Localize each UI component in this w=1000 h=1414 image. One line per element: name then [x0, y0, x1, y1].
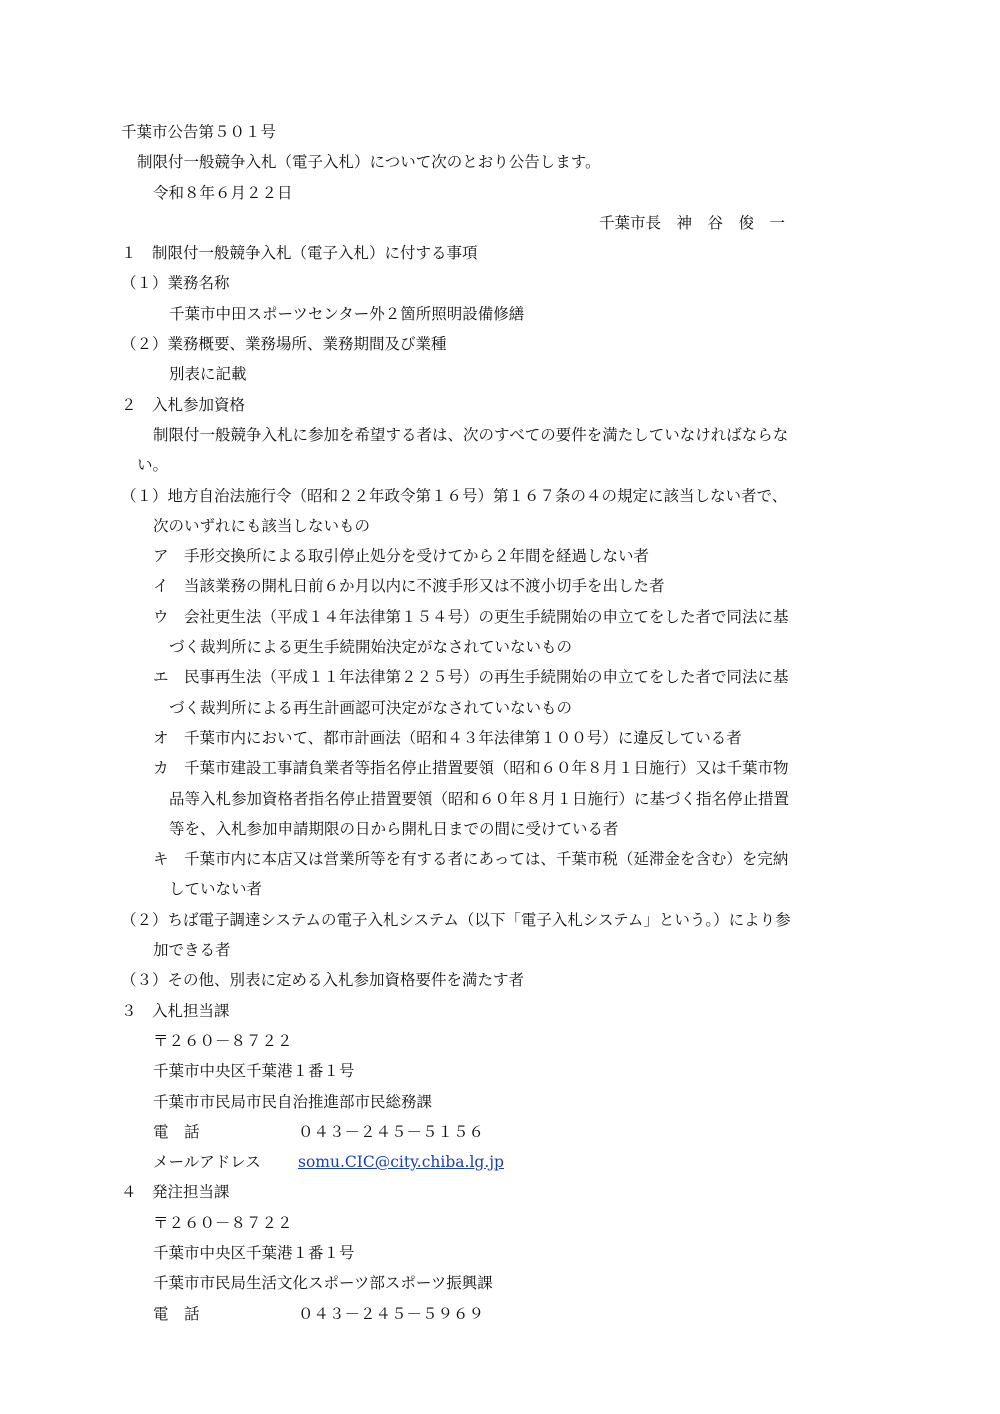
subitem-ki-line-1: キ 千葉市内に本店又は営業所等を有する者にあっては、千葉市税（延滞金を含む）を完納 — [153, 850, 789, 869]
section-4-phone-row — [121, 1299, 891, 1329]
section-3-email-link[interactable]: somu.CIC@city.chiba.lg.jp — [298, 1153, 504, 1172]
section-3-address: 千葉市中央区千葉港１番１号 — [153, 1062, 355, 1081]
section-3-phone-row — [121, 1117, 891, 1147]
notice-number: 千葉市公告第５０１号 — [121, 123, 277, 141]
section-3-department: 千葉市市民局市民自治推進部市民総務課 — [153, 1092, 433, 1111]
section-3-phone-number: ０４３－２４５－５１５６ — [298, 1122, 485, 1141]
section-4-heading: ４ 発注担当課 — [121, 1183, 230, 1202]
section-4-phone-label: 電 話 — [153, 1304, 200, 1323]
notice-body — [121, 117, 891, 1329]
subitem-ka-line-3: 等を、入札参加申請期限の日から開札日までの間に受けている者 — [169, 819, 619, 838]
condition-2-line-2: 加できる者 — [153, 941, 231, 960]
section-3-email-label: メールアドレス — [153, 1153, 261, 1172]
section-2-heading: ２ 入札参加資格 — [121, 395, 246, 414]
notice-date: 令和８年６月２２日 — [153, 183, 293, 202]
subitem-i: イ 当該業務の開札日前６か月以内に不渡手形又は不渡小切手を出した者 — [153, 577, 665, 596]
subitem-o: オ 千葉市内において、都市計画法（昭和４３年法律第１００号）に違反している者 — [153, 728, 742, 747]
section-3-phone-label: 電 話 — [153, 1122, 200, 1141]
item-2-value: 別表に記載 — [169, 365, 247, 384]
subitem-ka-line-2: 品等入札参加資格者指名停止措置要領（昭和６０年８月１日施行）に基づく指名停止措置 — [169, 789, 790, 808]
item-2-label: （２）業務概要、業務場所、業務期間及び業種 — [121, 335, 447, 354]
signatory: 千葉市長 神 谷 俊 一 — [599, 213, 786, 232]
section-3-heading: ３ 入札担当課 — [121, 1001, 230, 1020]
item-1-label: （１）業務名称 — [121, 274, 230, 293]
subitem-ki-line-2: していない者 — [169, 880, 263, 899]
item-1-value: 千葉市中田スポーツセンター外２箇所照明設備修繕 — [169, 304, 525, 323]
section-4-phone-number: ０４３－２４５－５９６９ — [298, 1304, 485, 1323]
subitem-u-line-1: ウ 会社更生法（平成１４年法律第１５４号）の更生手続開始の申立てをした者で同法に基 — [153, 607, 789, 626]
subitem-e-line-1: エ 民事再生法（平成１１年法律第２２５号）の再生手続開始の申立てをした者で同法に基 — [153, 668, 789, 687]
section-1-heading: １ 制限付一般競争入札（電子入札）に付する事項 — [121, 244, 478, 263]
section-4-address: 千葉市中央区千葉港１番１号 — [153, 1243, 355, 1262]
section-2-intro-line-2: い。 — [137, 456, 169, 475]
subitem-ka-line-1: カ 千葉市建設工事請負業者等指名停止措置要領（昭和６０年８月１日施行）又は千葉市物 — [153, 759, 789, 778]
section-2-intro-line-1: 制限付一般競争入札に参加を希望する者は、次のすべての要件を満たしていなければならな — [153, 425, 789, 444]
notice-intro: 制限付一般競争入札（電子入札）について次のとおり公告します。 — [137, 153, 601, 172]
subitem-e-line-2: づく裁判所による再生計画認可決定がなされていないもの — [169, 698, 573, 717]
condition-2-line-1: （２）ちば電子調達システムの電子入札システム（以下「電子入札システム」という。）により参 — [121, 910, 791, 929]
condition-1-line-2: 次のいずれにも該当しないもの — [153, 516, 371, 535]
condition-1-line-1: （１）地方自治法施行令（昭和２２年政令第１６号）第１６７条の４の規定に該当しない者で、 — [121, 486, 788, 505]
section-3-email-row — [121, 1147, 891, 1177]
subitem-u-line-2: づく裁判所による更生手続開始決定がなされていないもの — [169, 638, 573, 657]
section-4-postal-code: 〒２６０－８７２２ — [153, 1213, 293, 1232]
section-4-department: 千葉市市民局生活文化スポーツ部スポーツ振興課 — [153, 1274, 493, 1293]
subitem-a: ア 手形交換所による取引停止処分を受けてから２年間を経過しない者 — [153, 547, 650, 566]
condition-3: （３）その他、別表に定める入札参加資格要件を満たす者 — [121, 971, 525, 990]
section-3-postal-code: 〒２６０－８７２２ — [153, 1031, 293, 1050]
